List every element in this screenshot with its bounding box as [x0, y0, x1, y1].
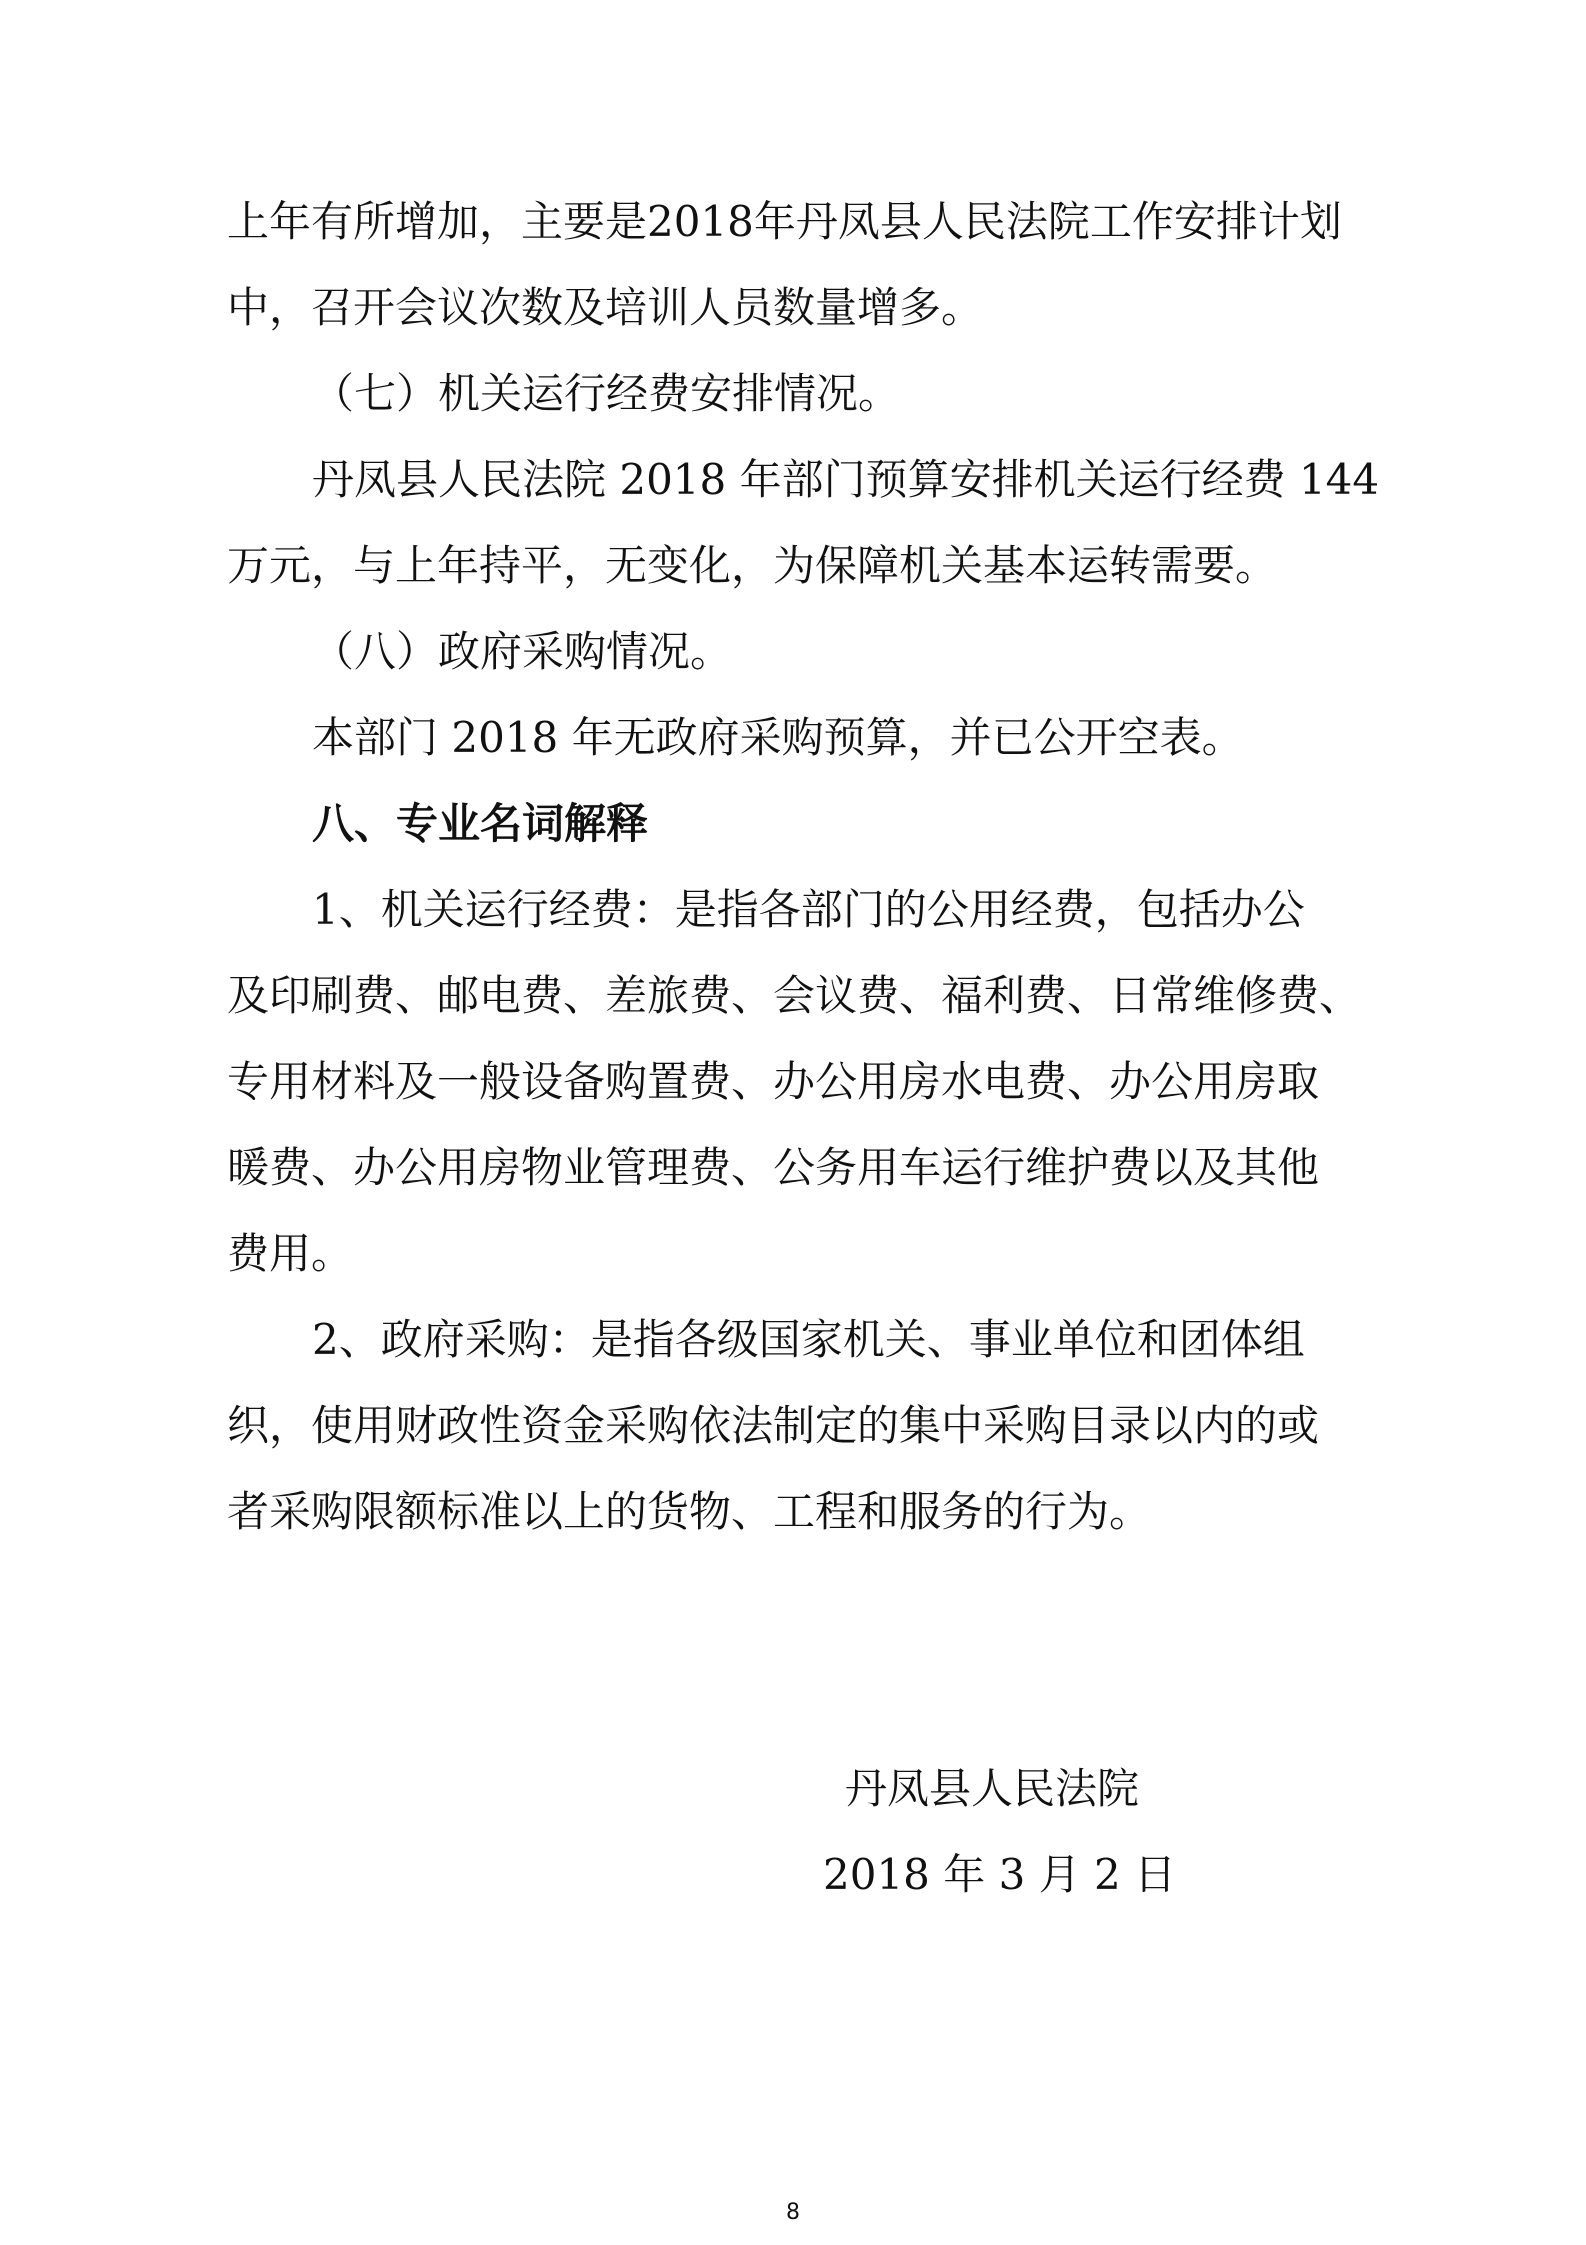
definition-line: 暖费、办公用房物业管理费、公务用车运行维护费以及其他: [227, 1143, 1320, 1192]
paragraph-line: 上年有所增加，主要是2018年丹凤县人民法院工作安排计划: [227, 197, 1342, 246]
signature-organization: 丹凤县人民法院: [845, 1764, 1140, 1813]
definition-line: 1、机关运行经费：是指各部门的公用经费，包括办公: [312, 885, 1305, 934]
definition-line: 2、政府采购：是指各级国家机关、事业单位和团体组: [312, 1315, 1305, 1364]
subheading-eight: （八）政府采购情况。: [312, 627, 733, 676]
definition-line: 费用。: [227, 1229, 354, 1278]
section-heading: 八、专业名词解释: [312, 799, 649, 848]
definition-line: 者采购限额标准以上的货物、工程和服务的行为。: [227, 1487, 1152, 1536]
paragraph-line: 丹凤县人民法院 2018 年部门预算安排机关运行经费 144: [312, 455, 1380, 504]
paragraph-line: 万元，与上年持平，无变化，为保障机关基本运转需要。: [227, 541, 1278, 590]
page-number: 8: [786, 2200, 800, 2225]
signature-date: 2018 年 3 月 2 日: [823, 1850, 1177, 1899]
definition-line: 及印刷费、邮电费、差旅费、会议费、福利费、日常维修费、: [227, 971, 1362, 1020]
subheading-seven: （七）机关运行经费安排情况。: [312, 369, 901, 418]
paragraph-line: 中，召开会议次数及培训人员数量增多。: [227, 283, 984, 332]
definition-line: 专用材料及一般设备购置费、办公用房水电费、办公用房取: [227, 1057, 1320, 1106]
paragraph-line: 本部门 2018 年无政府采购预算，并已公开空表。: [312, 713, 1244, 762]
definition-line: 织，使用财政性资金采购依法制定的集中采购目录以内的或: [227, 1401, 1320, 1450]
